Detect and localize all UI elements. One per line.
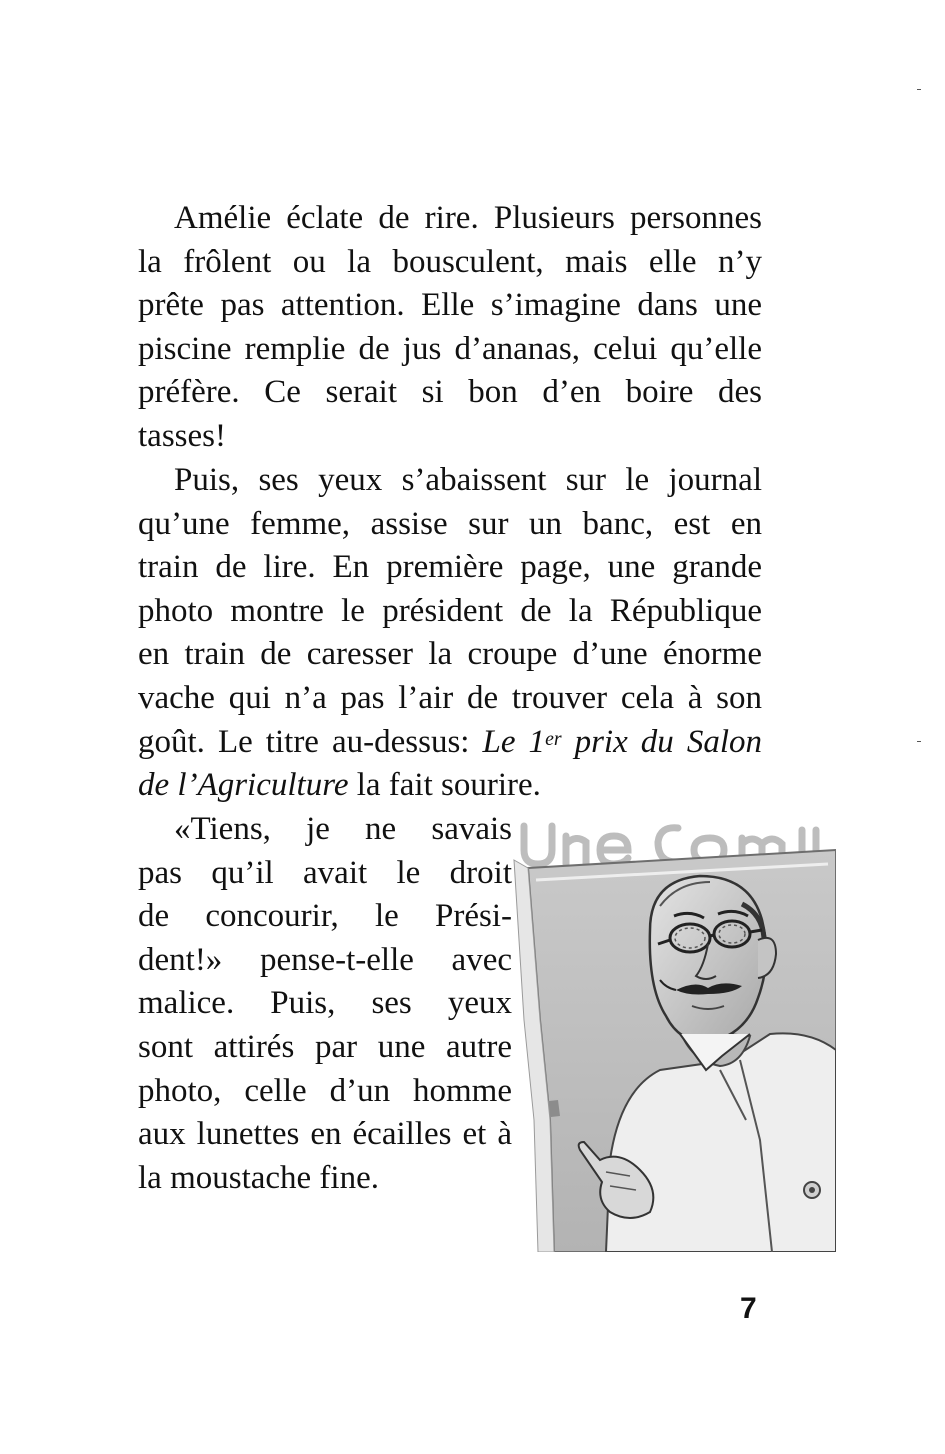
page-number: 7	[740, 1292, 757, 1325]
paragraph-1	[138, 197, 762, 459]
text-line: photo, celle d’un homme	[138, 1072, 512, 1109]
text-line: aux lunettes en écailles et à	[138, 1116, 512, 1153]
margin-mark	[917, 741, 921, 742]
title-part: prix du Salon	[561, 723, 763, 760]
text-line: malice. Puis, ses yeux	[138, 985, 512, 1022]
text-line: prête pas attention. Elle s’imagine dans une	[138, 287, 762, 324]
text-line: en train de caresser la croupe d’une énorme	[138, 636, 762, 673]
text-segment: goût. Le titre au-dessus:	[138, 723, 483, 760]
text-line: «Tiens, je ne savais	[174, 811, 512, 847]
paragraph-2	[138, 459, 762, 808]
text-line: tasses!	[138, 417, 226, 454]
title-part: Le 1	[482, 723, 546, 760]
text-line: qu’une femme, assise sur un banc, est en	[138, 505, 762, 542]
text-line: préfère. Ce serait si bon d’en boire des	[138, 374, 762, 411]
text-line: piscine remplie de jus d’ananas, celui qu’elle	[138, 330, 762, 367]
ordinal-superscript: er	[545, 727, 562, 750]
text-line	[138, 721, 762, 765]
text-line: la frôlent ou la bousculent, mais elle n’y	[138, 243, 762, 280]
text-line: train de lire. En première page, une grande	[138, 549, 762, 586]
text-line	[138, 764, 762, 808]
text-line: Puis, ses yeux s’abaissent sur le journal	[174, 462, 762, 498]
text-line: de concourir, le Prési-	[138, 898, 512, 935]
text-line: vache qui n’a pas l’air de trouver cela à son	[138, 679, 762, 716]
man-with-glasses-illustration	[510, 820, 836, 1252]
newspaper-title	[483, 724, 763, 760]
text-line: pas qu’il avait le droit	[138, 854, 512, 891]
text-line: photo montre le président de la République	[138, 592, 762, 629]
text-line: la moustache fine.	[138, 1159, 379, 1196]
text-line: Amélie éclate de rire. Plusieurs personnes	[174, 200, 762, 236]
paragraph-3	[138, 808, 512, 1200]
text-line: dent!» pense-t-elle avec	[138, 941, 512, 978]
newspaper-title-end: de l’Agriculture	[138, 767, 349, 804]
text-line: sont attirés par une autre	[138, 1028, 512, 1065]
margin-mark	[917, 89, 921, 90]
text-segment: la fait sourire.	[348, 767, 541, 804]
